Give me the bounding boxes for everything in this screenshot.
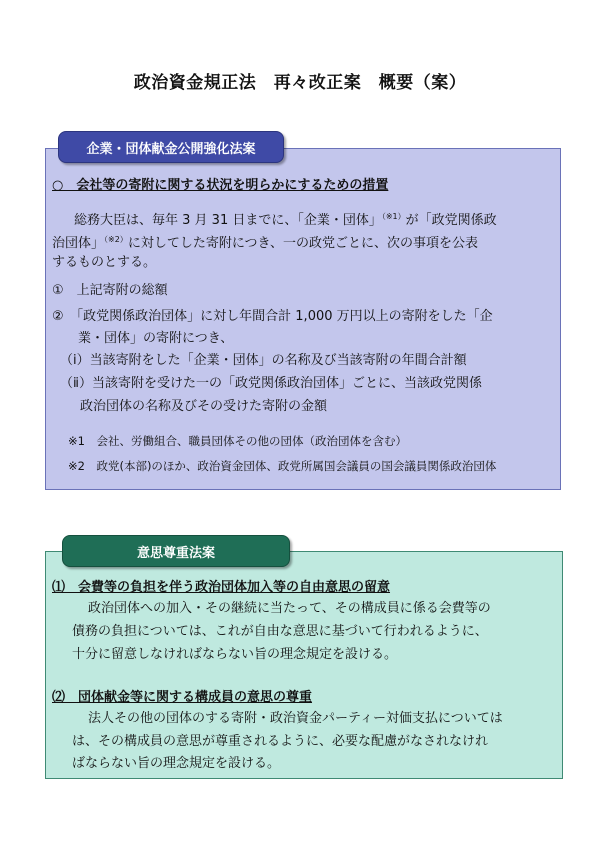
footnote-ref-1: （※1）: [381, 212, 406, 221]
section2-h2-line2: は、その構成員の意思が尊重されるように、必要な配慮がなされなけれ: [72, 734, 489, 749]
footnote-ref-2: （※2）: [104, 235, 128, 244]
section2-h2-line3: ばならない旨の理念規定を設ける。: [72, 756, 281, 771]
item-2-line2: 業・団体」の寄附につき、: [78, 331, 234, 346]
item-2-i: （ⅰ）当該寄附をした「企業・団体」の名称及び当該寄附の年間合計額: [60, 353, 467, 368]
para-text: 治団体」: [52, 236, 105, 251]
disclosure-bill-tab: 企業・団体献金公開強化法案: [58, 131, 284, 163]
section2-heading-2: ⑵ 団体献金等に関する構成員の意思の尊重: [52, 690, 313, 705]
section1-heading: ○ 会社等の寄附に関する状況を明らかにするための措置: [52, 178, 389, 193]
page-title: 政治資金規正法 再々改正案 概要（案）: [133, 73, 467, 93]
para-text: が「政党関係政: [405, 213, 497, 228]
section1-para-line3: するものとする。: [52, 255, 157, 270]
item-1: ① 上記寄附の総額: [52, 283, 168, 298]
item-2-ii-line1: （ⅱ）当該寄附を受けた一の「政党関係政治団体」ごとに、当該政党関係: [60, 376, 482, 391]
section2-h2-line1: 法人その他の団体のする寄附・政治資金パーティー対価支払については: [88, 711, 503, 726]
footnote-2: ※2 政党(本部)のほか、政治資金団体、政党所属国会議員の国会議員関係政治団体: [68, 459, 497, 473]
section2-h1-line1: 政治団体への加入・その継続に当たって、その構成員に係る会費等の: [88, 601, 491, 616]
will-respect-bill-tab: 意思尊重法案: [62, 535, 290, 567]
section2-heading-1: ⑴ 会費等の負担を伴う政治団体加入等の自由意思の留意: [52, 580, 391, 595]
para-text: 総務大臣は、毎年 3 月 31 日までに、「企業・団体」: [74, 213, 382, 228]
item-2-ii-line2: 政治団体の名称及びその受けた寄附の金額: [80, 399, 328, 414]
footnote-1: ※1 会社、労働組合、職員団体その他の団体（政治団体を含む）: [68, 434, 407, 448]
item-2-line1: ② 「政党関係政治団体」に対し年間合計 1,000 万円以上の寄附をした「企: [52, 309, 493, 324]
para-text: に対してした寄附につき、一の政党ごとに、次の事項を公表: [127, 236, 479, 251]
section2-h1-line3: 十分に留意しなければならない旨の理念規定を設ける。: [72, 647, 398, 662]
section2-h1-line2: 債務の負担については、これが自由な意思に基づいて行われるように、: [72, 624, 488, 639]
